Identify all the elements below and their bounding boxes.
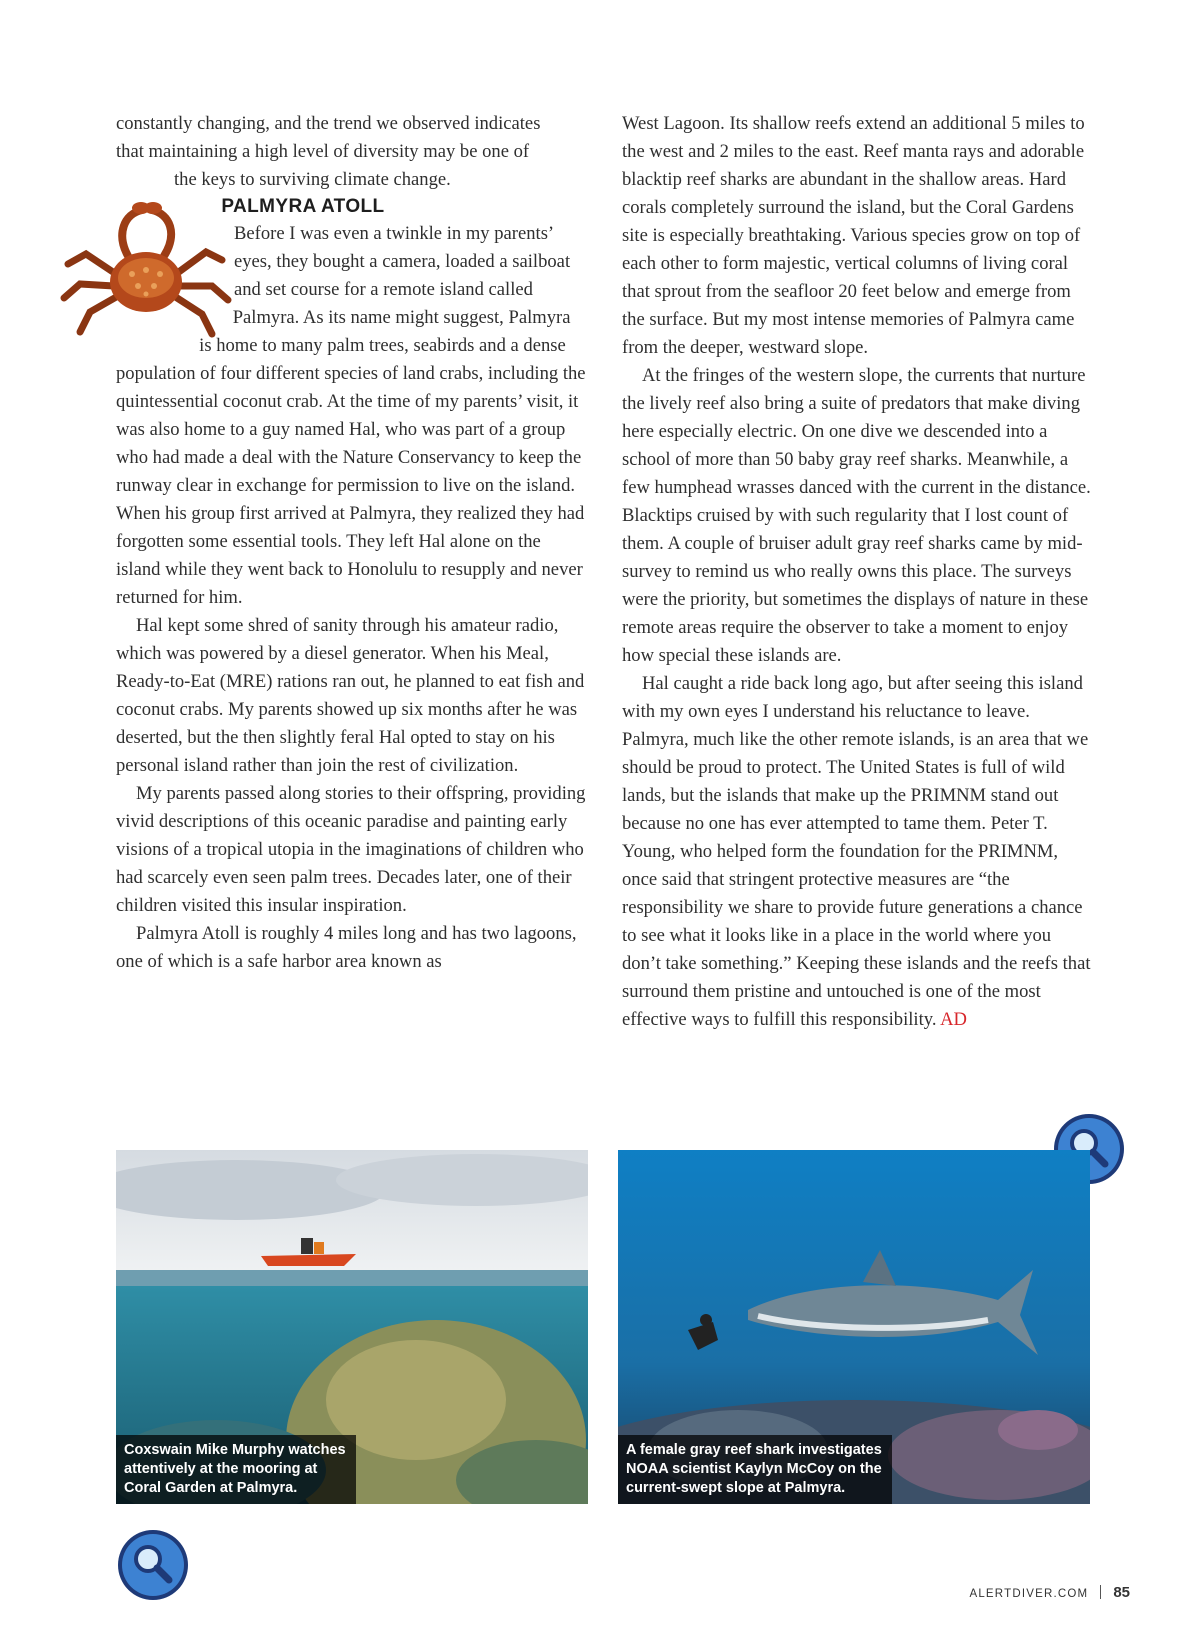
body-paragraph: My parents passed along stories to their offspring, providing vivid descriptions of this oceanic paradise and painting early visions of a tropical utopia in the imaginations of children who had scarcely even seen palm trees. Decades later, one of their children visited this insular inspiration.	[116, 783, 586, 916]
intro-line: the keys to surviving climate change.	[174, 169, 451, 190]
body-paragraph: Hal kept some shred of sanity through his amateur radio, which was powered by a diesel generator. When his Meal, Ready-to-Eat (MRE) rations ran out, he planned to eat fish and coconut crabs. My parents showed up six months after he was deserted, but the then slightly feral Hal opted to stay on his personal island rather than join the rest of civilization.	[116, 615, 585, 776]
footer-divider	[1100, 1585, 1101, 1599]
body-paragraph: At the fringes of the western slope, the currents that nurture the lively reef also bring a suite of predators that make diving here especially electric. On one dive we descended into a school of more than 50 baby gray reef sharks. Meanwhile, a few humphead wrasses danced with the current in the distance. Blacktips cruised by with such regularity that I lost count of them. A couple of bruiser adult gray reef sharks came by mid-survey to remind us who really owns this place. The surveys were the priority, but sometimes the displays of nature in these remote areas require the observer to take a moment to enjoy how special these islands are.	[622, 365, 1091, 666]
site-name: ALERTDIVER.COM	[969, 1588, 1089, 1600]
end-mark: AD	[940, 1009, 967, 1030]
body-paragraph-text: Hal caught a ride back long ago, but after seeing this island with my own eyes I understand his reluctance to leave. Palmyra, much like the other remote islands, is an area that we should be proud to protect. The United States is full of wild lands, but the islands that make up the PRIMNM stand out because no one has ever attempted to tame them. Peter T. Young, who helped form the foundation for the PRIMNM, once said that stringent protective measures are “the responsibility we share to provide future generations a chance to see what it looks like in a place in the world where you don’t take something.” Keeping these islands and the reefs that surround them pristine and untouched is one of the most effective ways to fulfill this responsibility.	[622, 673, 1091, 1030]
caption-line: Coxswain Mike Murphy watches	[124, 1442, 346, 1458]
caption-line: A female gray reef shark investigates	[626, 1442, 882, 1458]
caption-line: NOAA scientist Kaylyn McCoy on the	[626, 1461, 882, 1477]
crab-icon	[46, 194, 246, 344]
caption-line: current-swept slope at Palmyra.	[626, 1480, 846, 1496]
caption-line: Coral Garden at Palmyra.	[124, 1480, 298, 1496]
page-footer	[930, 1584, 1130, 1602]
intro-line: constantly changing, and the trend we observed indicates	[116, 113, 541, 134]
caption-line: attentively at the mooring at	[124, 1461, 318, 1477]
photo-coral-garden	[116, 1150, 588, 1504]
body-paragraph: Before I was even a twinkle in my parents’ eyes, they bought a camera, loaded a sailboat and set course for a remote island called Palmyra. As its name might suggest, Palmyra is home to many palm trees, seabirds and a dense population of four different species of land crabs, including the quintessential coconut crab. At the time of my parents’ visit, it was also home to a guy named Hal, who was part of a group who had made a deal with the Nature Conservancy to keep the runway clear in exchange for permission to live on the island. When his group first arrived at Palmyra, they realized they had forgotten some essential tools. They left Hal alone on the island while they went back to Honolulu to resupply and never returned for him.	[116, 223, 586, 608]
left-column	[116, 110, 586, 976]
body-paragraph	[622, 670, 1092, 1034]
intro-line: that maintaining a high level of diversity may be one of	[116, 141, 530, 162]
body-paragraph: Palmyra Atoll is roughly 4 miles long and has two lagoons, one of which is a safe harbor area known as	[116, 923, 577, 972]
section-heading: PALMYRA ATOLL	[221, 196, 385, 217]
photo-gray-reef-shark	[618, 1150, 1090, 1504]
photo-caption	[116, 1435, 356, 1504]
photo-caption	[618, 1435, 892, 1504]
body-paragraph: West Lagoon. Its shallow reefs extend an additional 5 miles to the west and 2 miles to the east. Reef manta rays and adorable blacktip reef sharks are abundant in the shallow areas. Hard corals completely surround the island, but the Coral Gardens site is especially breathtaking. Various species grow on top of each other to form majestic, vertical columns of living coral that sprout from the seafloor 20 feet below and emerge from the surface. But my most intense memories of Palmyra came from the deeper, westward slope.	[622, 113, 1085, 358]
page-number: 85	[1113, 1584, 1130, 1601]
right-column	[622, 110, 1092, 1034]
magnifier-zoom-icon[interactable]	[116, 1528, 190, 1602]
crab-illustration-wrap	[76, 194, 226, 344]
